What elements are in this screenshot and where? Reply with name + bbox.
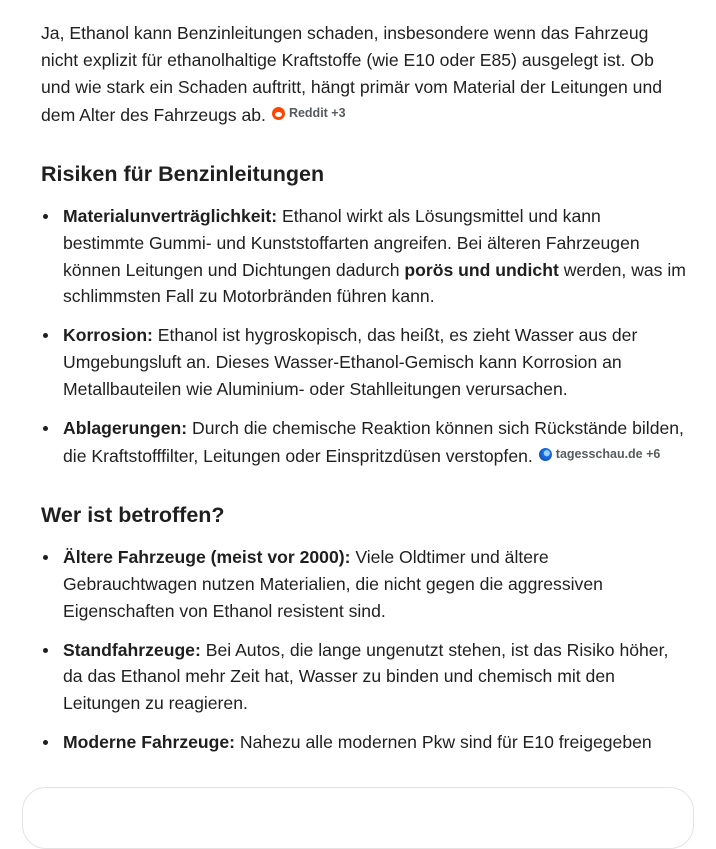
section-heading: Wer ist betroffen? [41, 503, 225, 528]
affected-list [41, 544, 686, 756]
list-item: Ablagerungen: Durch die chemische Reaktion können sich Rückstände bilden, die Kraftstofffilter, Leitungen oder Einspritzdüsen verstopfen. tagesschau.de +6 [63, 415, 686, 470]
list-item: Moderne Fahrzeuge: Nahezu alle modernen Pkw sind für E10 freigegeben [63, 729, 686, 756]
ai-answer [41, 20, 686, 768]
list-item: Ältere Fahrzeuge (meist vor 2000): Viele Oldtimer und ältere Gebrauchtwagen nutzen Materialien, die nicht gegen die aggressiven Eigenschaften von Ethanol resistent sind. [63, 544, 686, 624]
list-item: Standfahrzeuge: Bei Autos, die lange ungenutzt stehen, ist das Risiko höher, da das Ethanol mehr Zeit hat, Wasser zu binden und chemisch mit den Leitungen zu reagieren. [63, 637, 686, 717]
reddit-icon [272, 107, 285, 120]
citation-reddit[interactable]: Reddit +3 [272, 100, 346, 127]
risk-list [41, 203, 686, 470]
follow-up-input-box[interactable] [22, 787, 694, 849]
tagesschau-icon [539, 448, 552, 461]
section-heading: Risiken für Benzinleitungen [41, 162, 325, 187]
list-item: Materialunverträglichkeit: Ethanol wirkt als Lösungsmittel und kann bestimmte Gummi- und Kunststoffarten angreifen. Bei älteren Fahrzeugen können Leitungen und Dichtungen dadurch porös und undicht werden, was im schlimmsten Fall zu Motorbränden führen kann. [63, 203, 686, 310]
citation-tagesschau[interactable]: tagesschau.de +6 [539, 441, 661, 468]
list-item: Korrosion: Ethanol ist hygroskopisch, das heißt, es zieht Wasser aus der Umgebungsluft an. Dieses Wasser-Ethanol-Gemisch kann Korrosion an Metallbauteilen wie Aluminium- oder Stahlleitungen verursachen. [63, 322, 686, 402]
intro-paragraph: Ja, Ethanol kann Benzinleitungen schaden, insbesondere wenn das Fahrzeug nicht explizit für ethanolhaltige Kraftstoffe (wie E10 oder E85) ausgelegt ist. Ob und wie stark ein Schaden auftritt, hängt primär vom Material der Leitungen und dem Alter des Fahrzeugs ab. Reddit +3 [41, 23, 663, 126]
